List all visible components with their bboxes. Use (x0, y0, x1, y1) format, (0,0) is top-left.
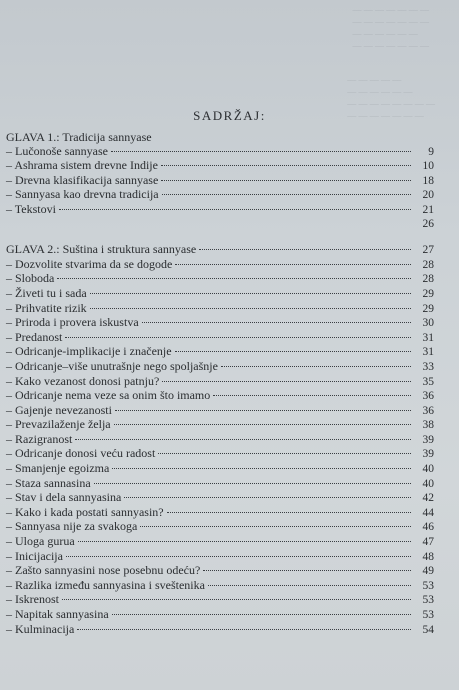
toc-entry (6, 272, 434, 287)
dot-leader (199, 249, 411, 250)
entry-title: – Odricanje–više unutrašnje nego spoljašnje (6, 358, 218, 373)
entry-page: 53 (422, 594, 434, 607)
toc-entry (6, 593, 434, 608)
entry-title: – Odricanje nema veze sa onim što imamo (6, 388, 211, 403)
toc-entry (6, 159, 434, 174)
dot-leader (142, 322, 411, 323)
toc-entry (6, 623, 434, 638)
dot-leader (162, 194, 411, 195)
entry-page: 31 (422, 346, 434, 359)
dot-leader (158, 453, 411, 454)
chapter-title: GLAVA 1.: Tradicija sannyase (6, 130, 152, 144)
entry-title: – Stav i dela sannyasina (6, 490, 122, 505)
entry-page: 39 (422, 448, 434, 461)
entry-page: 29 (422, 302, 434, 315)
dot-leader (77, 629, 411, 630)
entry-page: 31 (422, 331, 434, 344)
dot-leader (62, 599, 411, 600)
dot-leader (208, 585, 411, 586)
dot-leader (59, 209, 411, 210)
toc-entry (6, 375, 434, 390)
chapter-title: GLAVA 2.: Suština i struktura sannyase (6, 242, 197, 257)
entry-page: 46 (422, 521, 434, 534)
toc-entry (6, 302, 434, 317)
toc-entry (6, 145, 434, 160)
page-title: SADRŽAJ: (193, 108, 266, 123)
dot-leader (175, 351, 411, 352)
entry-page: 29 (422, 287, 434, 300)
dot-leader (115, 410, 411, 411)
entry-title: – Smanjenje egoizma (6, 461, 110, 476)
bleed-through-text: — — — — — — — — — — — — — — — — — — — — — — — — — — (347, 75, 435, 121)
entry-title: – Tekstovi (6, 201, 56, 216)
toc-entry (6, 608, 434, 623)
entry-title: – Sloboda (6, 271, 55, 286)
entry-title: – Uloga gurua (6, 534, 75, 549)
entry-title: – Odricanje-implikacije i značenje (6, 344, 172, 359)
dot-leader (65, 337, 411, 338)
entry-page: 42 (422, 492, 434, 505)
entry-page: 28 (422, 273, 434, 286)
toc-entry (6, 331, 434, 346)
entry-title: – Živeti tu i sada (6, 285, 87, 300)
entry-page: 44 (422, 506, 434, 519)
dot-leader (75, 439, 411, 440)
entry-title: – Inicijacija (6, 548, 63, 563)
toc-entry (6, 477, 434, 492)
toc-entry (6, 520, 434, 535)
entry-title: – Drevna klasifikacija sannyase (6, 172, 159, 187)
entry-title: – Iskrenost (6, 592, 59, 607)
chapter-1-list (6, 145, 434, 218)
chapter-1-end (6, 218, 434, 232)
entry-page: 40 (422, 477, 434, 490)
dot-leader (112, 614, 411, 615)
entry-title: – Dozvolite stvarima da se dogode (6, 256, 173, 271)
toc-entry (6, 579, 434, 594)
entry-title: – Kako i kada postati sannyasin? (6, 504, 164, 519)
chapter-heading (6, 131, 434, 145)
dot-leader (161, 165, 411, 166)
entry-title: – Priroda i provera iskustva (6, 315, 139, 330)
entry-page: 48 (422, 550, 434, 563)
toc-entry (6, 174, 434, 189)
entry-title: – Razlika između sannyasina i sveštenika (6, 577, 205, 592)
entry-title: – Sannyasa kao drevna tradicija (6, 187, 159, 202)
bleed-through-text: — — — — — — — — — — — — — — — — — — — — — — — — — — — (352, 5, 429, 51)
toc-entry (6, 188, 434, 203)
entry-page: 36 (422, 390, 434, 403)
dot-leader (66, 556, 411, 557)
dot-leader (57, 278, 411, 279)
entry-page: 28 (422, 258, 434, 271)
entry-title: – Prevazilaženje želja (6, 417, 111, 432)
toc-entry (6, 550, 434, 565)
toc-entry (6, 287, 434, 302)
dot-leader (175, 264, 411, 265)
dot-leader (111, 151, 411, 152)
toc-entry (6, 404, 434, 419)
entry-title: – Napitak sannyasina (6, 607, 109, 621)
toc-entry (6, 345, 434, 360)
toc-entry (6, 258, 434, 273)
dot-leader (78, 541, 411, 542)
entry-page: 18 (422, 174, 434, 187)
dot-leader (124, 497, 411, 498)
entry-title: – Kulminacija (6, 621, 75, 636)
dot-leader (162, 381, 411, 382)
toc-entry (6, 203, 434, 218)
dot-leader (213, 395, 411, 396)
entry-page: 35 (422, 375, 434, 388)
entry-page: 36 (422, 404, 434, 417)
entry-page: 30 (422, 317, 434, 330)
entry-page: 54 (422, 623, 434, 636)
toc-entry (6, 462, 434, 477)
dot-leader (114, 424, 411, 425)
dot-leader (94, 483, 411, 484)
dot-leader (221, 366, 411, 367)
entry-title: – Odricanje donosi veću radost (6, 446, 156, 461)
entry-title: – Prihvatite rizik (6, 300, 87, 315)
entry-title: – Predanost (6, 329, 63, 344)
toc-entry (6, 316, 434, 331)
chapter-heading (6, 243, 434, 258)
entry-page: 40 (422, 463, 434, 476)
entry-title: – Ashrama sistem drevne Indije (6, 158, 158, 173)
entry-page: 47 (422, 536, 434, 549)
dot-leader (90, 308, 411, 309)
entry-page: 26 (422, 217, 434, 230)
entry-page: 9 (428, 145, 434, 158)
toc-entry (6, 389, 434, 404)
dot-leader (167, 512, 411, 513)
dot-leader (140, 526, 411, 527)
toc-entry (6, 418, 434, 433)
entry-page: 53 (422, 579, 434, 592)
toc-entry (6, 433, 434, 448)
toc-entry (6, 491, 434, 506)
entry-title: – Sannyasa nije za svakoga (6, 519, 138, 534)
entry-title: – Zašto sannyasini nose posebnu odeću? (6, 563, 201, 578)
entry-title: – Lučonoše sannyase (6, 143, 108, 158)
entry-title: – Staza sannasina (6, 475, 91, 490)
dot-leader (112, 468, 411, 469)
entry-page: 38 (422, 419, 434, 432)
entry-page: 49 (422, 565, 434, 578)
entry-page: 39 (422, 433, 434, 446)
entry-page: 53 (422, 609, 434, 621)
toc-entry (6, 447, 434, 462)
entry-title: – Razigranost (6, 431, 73, 446)
toc-entry (6, 506, 434, 521)
dot-leader (90, 293, 411, 294)
entry-title: – Kako vezanost donosi patnju? (6, 373, 160, 388)
chapter-2-list (6, 258, 434, 637)
toc-entry (6, 535, 434, 550)
entry-title: – Gajenje nevezanosti (6, 402, 112, 417)
toc-entry (6, 360, 434, 375)
toc-entry (6, 564, 434, 579)
table-of-contents (6, 131, 434, 637)
entry-page: 33 (422, 360, 434, 373)
entry-page: 10 (422, 160, 434, 173)
dot-leader (161, 180, 411, 181)
entry-page: 21 (422, 203, 434, 216)
entry-page: 20 (422, 189, 434, 202)
dot-leader (203, 570, 411, 571)
entry-page: 27 (422, 244, 434, 257)
